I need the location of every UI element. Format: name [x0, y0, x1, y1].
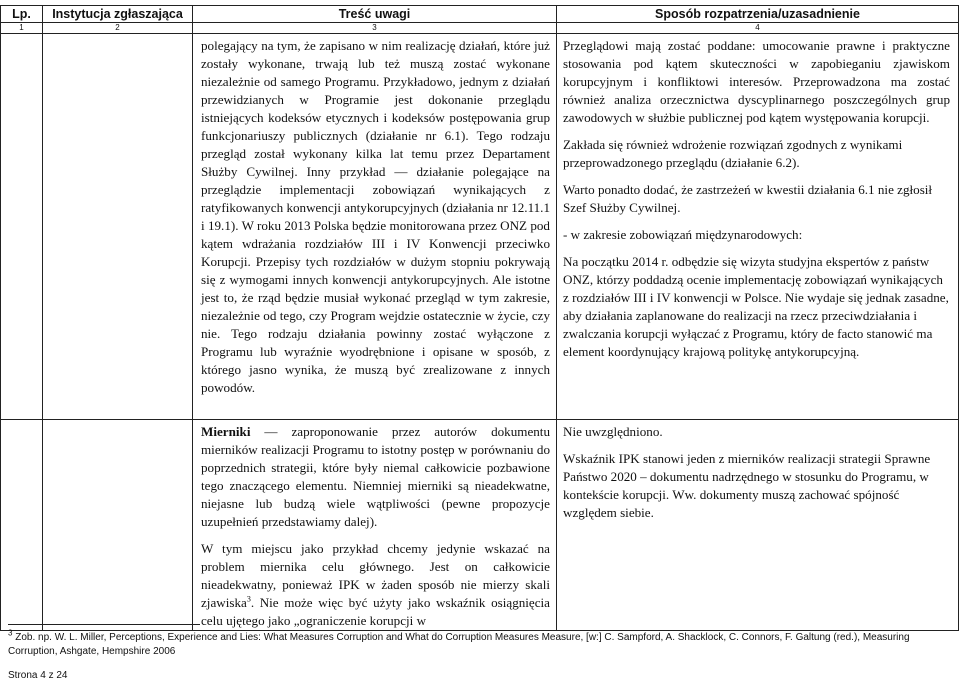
remark-cell	[193, 420, 557, 631]
resolution-paragraph: Na początku 2014 r. odbędzie się wizyta studyjna ekspertów z państw ONZ, którzy poddadzą ocenie implementację zobowiązań wynikających z rozdziałów III i IV konwencji w Polsce. Nie wydaje się jednak zasadne, aby działania zaplanowane do realizacji na rzecz przeciwdziałania i zwalczania korupcji wyłączać z Programu, który de facto stanowić ma element koordynujący krajową politykę antykorupcyjną.	[563, 254, 949, 359]
page-number: Strona 4 z 24	[8, 670, 68, 681]
footnote-divider	[8, 624, 200, 625]
header-resolution: Sposób rozpatrzenia/uzasadnienie	[557, 6, 959, 23]
lp-cell	[1, 34, 43, 420]
remark-text: Tego rodzaju przegląd został wykonany kilka lat temu przez Departament Służby Cywilnej.	[201, 128, 550, 179]
remark-text: W roku 2013 Polska będzie monitorowana przez ONZ pod kątem wdrażania rozdziałów III i IV Konwencji przeciwko Korupcji. Przepisy tych rozdziałów w dużym stopniu pokrywają się z wymogami innych konwencji antykorupcyjnych.	[201, 218, 550, 287]
table-header-row	[1, 6, 959, 23]
resolution-paragraph: Zakłada się również wdrożenie rozwiązań zgodnych z wynikami przeprowadzonego przeglądu (działanie 6.2).	[563, 137, 903, 170]
resolution-subheading: - w zakresie zobowiązań międzynarodowych:	[563, 227, 803, 242]
remark-paragraph	[201, 37, 550, 397]
lp-cell	[1, 420, 43, 631]
table-row	[1, 420, 959, 631]
footnote	[8, 628, 948, 659]
remark-text: Inny przykład — działanie polegające na przeglądzie implementacji zobowiązań wynikających z ratyfikowanych konwencji antykorupcyjnych (działania nr 12.11.1 i 19.1).	[201, 164, 550, 233]
col-number-3: 3	[193, 23, 557, 34]
footnote-ref[interactable]: 3	[246, 594, 251, 604]
footnote-marker: 3	[8, 628, 13, 638]
remark-text: . Nie może więc być użyty jako wskaźnik osiągnięcia celu ujętego jako „ograniczenie korupcji w	[201, 595, 550, 628]
header-remark: Treść uwagi	[193, 6, 557, 23]
remark-label: Mierniki	[201, 424, 251, 439]
col-number-2: 2	[43, 23, 193, 34]
resolution-cell	[557, 420, 959, 631]
resolution-paragraph: Nie uwzględniono.	[563, 424, 663, 439]
col-number-1: 1	[1, 23, 43, 34]
remark-paragraph	[201, 423, 550, 531]
remark-text: — zaproponowanie przez autorów dokumentu mierników realizacji Programu to istotny postęp w porównaniu do poprzednich strategii, które były niemal całkowicie pozbawione tego znaczącego elementu. Niemniej mierniki są nieadekwatne, niejasne lub budzą wiele wątpliwości (pewne propozycje uzupełnień przedstawiamy dalej).	[201, 424, 550, 529]
resolution-paragraph: Warto ponadto dodać, że zastrzeżeń w kwestii działania 6.1 nie zgłosił Szef Służby Cywilnej.	[563, 182, 933, 215]
institution-cell	[43, 34, 193, 420]
remarks-table	[0, 5, 959, 631]
header-lp: Lp.	[1, 6, 43, 23]
resolution-paragraph: Przeglądowi mają zostać poddane: umocowanie prawne i praktyczne stosowania pod kątem skuteczności w zapobieganiu zjawiskom korupcyjnym i konfliktowi interesów. Przeprowadzona ma zostać również analiza orzecznictwa dyscyplinarnego poszczególnych grup zawodowych w służbie publicznej pod kątem występowania korupcji.	[563, 38, 950, 125]
remark-paragraph	[201, 540, 550, 630]
institution-cell	[43, 420, 193, 631]
remark-cell	[193, 34, 557, 420]
header-institution: Instytucja zgłaszająca	[43, 6, 193, 23]
remark-text: polegający na tym, że zapisano w nim realizację działań, które już zostały wykonane, trwają lub też muszą zostać wykonane niezależnie od samego Programu. Przykładowo, jednym z działań przewidzianych w Programie jest dokonanie przeglądu istniejących kodeksów etycznych i kodeksów postępowania grup funkcjonariuszy publicznych (działanie nr 6.1).	[201, 38, 550, 143]
col-number-4: 4	[557, 23, 959, 34]
column-number-row	[1, 23, 959, 34]
resolution-paragraph: Wskaźnik IPK stanowi jeden z mierników realizacji strategii Sprawne Państwo 2020 – dokumentu nadrzędnego w stosunku do Programu, w kontekście korupcji. Ww. dokumenty muszą zachować spójność względem siebie.	[563, 451, 931, 520]
remark-text: Ale istotne jest to, że rząd będzie musiał wykonać przegląd w tym zakresie, niezależnie od tego, czy Program wejdzie ostatecznie w życie, czy nie. Tego rodzaju działania powinny zostać wyłączone z Programu lub wyraźnie wyodrębnione i opisane w sposób, z którego jasno wynika, że muszą być zrealizowane z innych powodów.	[201, 272, 551, 395]
resolution-cell	[557, 34, 959, 420]
footnote-text: Zob. np. W. L. Miller, Perceptions, Experience and Lies: What Measures Corruption and What do Corruption Measures Measure, [w:] C. Sampford, A. Shacklock, C. Connors, F. Galtung (red.), Measuring Corruption, Ashgate, Hempshire 2006	[8, 632, 910, 657]
remark-text: W tym miejscu jako przykład chcemy jedynie wskazać na problem miernika celu głównego. Jest on całkowicie nieadekwatny, ponieważ IPK w żaden sposób nie mierzy skali zjawiska	[201, 541, 550, 610]
table-row	[1, 34, 959, 420]
